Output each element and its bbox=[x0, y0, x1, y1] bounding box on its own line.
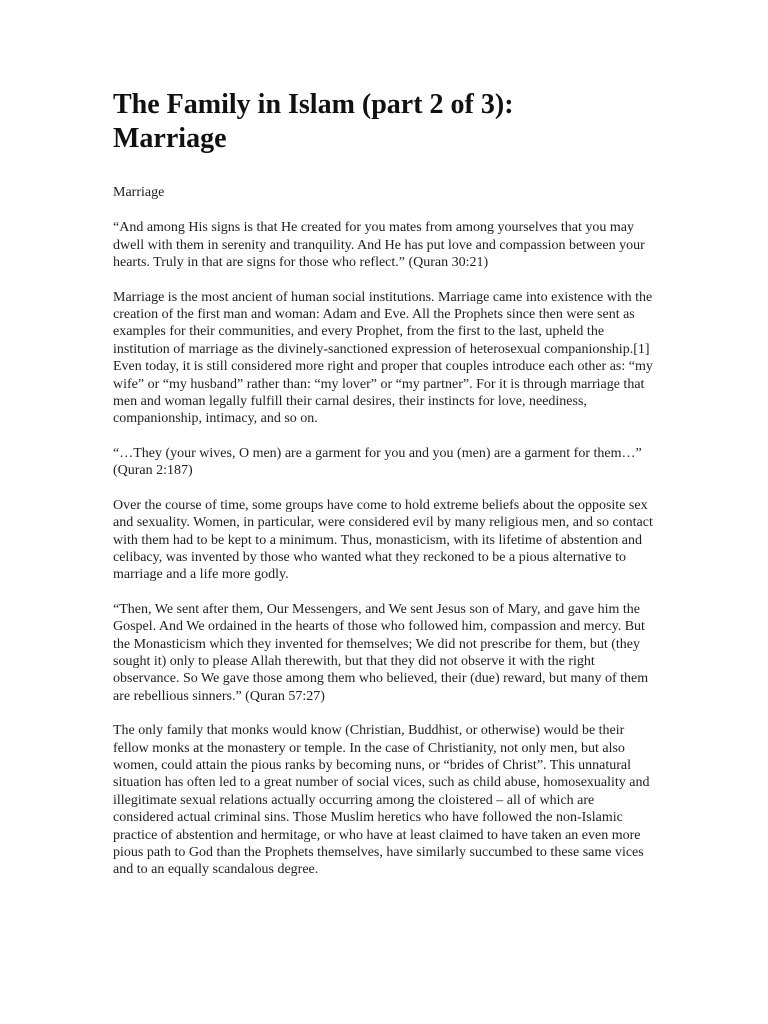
quran-quote-2-187: “…They (your wives, O men) are a garment for you and you (men) are a garment for them…” (Quran 2:187) bbox=[113, 445, 642, 479]
page-title bbox=[113, 88, 658, 156]
title-line-1: The Family in Islam (part 2 of 3): bbox=[113, 89, 514, 120]
body-paragraph-marriage-origin: Marriage is the most ancient of human social institutions. Marriage came into existence with the creation of the first man and woman: Adam and Eve. All the Prophets since then were sent as examples for their communities, and every Prophet, from the first to the last, upheld the institution of marriage as the divinely-sanctioned expression of heterosexual companionship.[1] Even today, it is still considered more right and proper that couples introduce each other as: “my wife” or “my husband” rather than: “my lover” or “my partner”. For it is through marriage that men and woman legally fulfill their carnal desires, their instincts for love, neediness, companionship, intimacy, and so on. bbox=[113, 289, 653, 427]
quran-quote-57-27: “Then, We sent after them, Our Messengers, and We sent Jesus son of Mary, and gave him the Gospel. And We ordained in the hearts of those who followed him, compassion and mercy. But the Monasticism which they invented for themselves; We did not prescribe for them, but (they sought it) only to please Allah therewith, but that they did not observe it with the right observance. So We gave those among them who believed, their (due) reward, but many of them are rebellious sinners.” (Quran 57:27) bbox=[113, 601, 649, 704]
body-paragraph-monks-family: The only family that monks would know (Christian, Buddhist, or otherwise) would be their fellow monks at the monastery or temple. In the case of Christianity, not only men, but also women, could attain the pious ranks by becoming nuns, or “brides of Christ”. This unnatural situation has often led to a great number of social vices, such as child abuse, homosexuality and illegitimate sexual relations actually occurring among the cloistered – all of which are considered actual criminal sins. Those Muslim heretics who have followed the non-Islamic practice of abstention and hermitage, or who have at least claimed to have taken an even more pious path to God than the Prophets themselves, have similarly succumbed to these same vices and to an equally scandalous degree. bbox=[113, 723, 650, 878]
body-paragraph-monasticism: Over the course of time, some groups have come to hold extreme beliefs about the opposite sex and sexuality. Women, in particular, were considered evil by many religious men, and so contact with them had to be kept to a minimum. Thus, monasticism, with its lifetime of abstention and celibacy, was invented by those who wanted what they reckoned to be a pious alternative to marriage and a life more godly. bbox=[113, 497, 653, 583]
section-heading: Marriage bbox=[113, 185, 165, 200]
title-line-2: Marriage bbox=[113, 123, 227, 154]
quran-quote-30-21: “And among His signs is that He created for you mates from among yourselves that you may dwell with them in serenity and tranquility. And He has put love and compassion between your hearts. Truly in that are signs for those who reflect.” (Quran 30:21) bbox=[113, 220, 645, 271]
